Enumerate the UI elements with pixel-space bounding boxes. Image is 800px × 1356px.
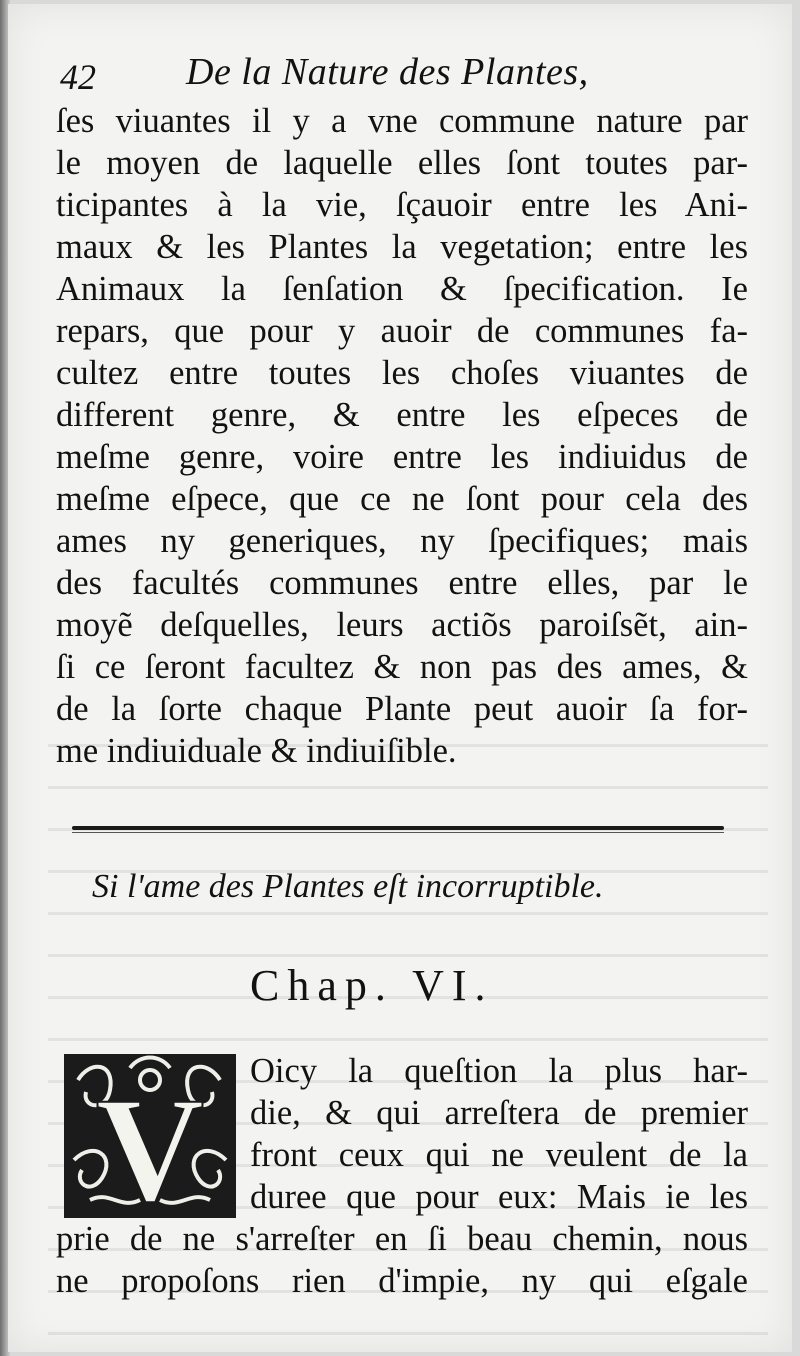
- chapter-opening-beside-initial: [250, 1050, 748, 1218]
- ornamental-initial: [60, 1050, 240, 1222]
- text-line: cultez entre toutes les choſes viuantes de: [56, 354, 748, 392]
- text-line: Animaux la ſenſation & ſpecification. Ie: [56, 270, 748, 308]
- text-line: maux & les Plantes la vegetation; entre les: [56, 228, 748, 266]
- section-title: Si l'ame des Plantes eſt incorruptible.: [92, 868, 604, 905]
- section-divider-hairline: [72, 832, 724, 833]
- text-line: des facultés communes entre elles, par le: [56, 564, 748, 602]
- text-line: ſi ce ſeront facultez & non pas des ames, &: [56, 648, 748, 686]
- text-line: moyẽ deſquelles, leurs actiõs paroiſsẽt, ain-: [56, 606, 748, 644]
- text-line: different genre, & entre les eſpeces de: [56, 396, 748, 434]
- page-header: [60, 50, 760, 100]
- text-line: ſes viuantes il y a vne commune nature par: [56, 102, 748, 140]
- chapter-heading: [250, 960, 494, 1011]
- text-line: ames ny generiques, ny ſpecifiques; mais: [56, 522, 748, 560]
- last-text-line: me indiuiduale & indiuiſible.: [56, 732, 457, 770]
- chapter-number: VI.: [412, 961, 494, 1010]
- section-divider-rule: [72, 826, 724, 830]
- text-line: meſme eſpece, que ce ne ſont pour cela des: [56, 480, 748, 518]
- text-line: meſme genre, voire entre les indiuidus de: [56, 438, 748, 476]
- text-line: repars, que pour y auoir de communes fa-: [56, 312, 748, 350]
- chapter-label: Chap.: [250, 961, 394, 1010]
- text-line: ticipantes à la vie, ſçauoir entre les Ani-: [56, 186, 748, 224]
- drop-cap-letter: V: [95, 1067, 205, 1222]
- text-line: le moyen de laquelle elles ſont toutes par-: [56, 144, 748, 182]
- page-number: 42: [60, 57, 96, 97]
- paragraph: [56, 100, 748, 772]
- text-line: duree que pour eux: Mais ie les: [250, 1178, 748, 1216]
- running-title: De la Nature des Plantes,: [186, 51, 589, 93]
- text-line: prie de ne s'arreſter en ſi beau chemin, nous: [56, 1220, 748, 1258]
- text-line: ne propoſons rien d'impie, ny qui eſgale: [56, 1262, 748, 1300]
- text-line: de la ſorte chaque Plante peut auoir ſa for-: [56, 690, 748, 728]
- text-line: front ceux qui ne veulent de la: [250, 1136, 748, 1174]
- text-line: Oicy la queſtion la plus har-: [250, 1052, 748, 1090]
- chapter-continuation: [56, 1218, 748, 1302]
- text-line: die, & qui arreſtera de premier: [250, 1094, 748, 1132]
